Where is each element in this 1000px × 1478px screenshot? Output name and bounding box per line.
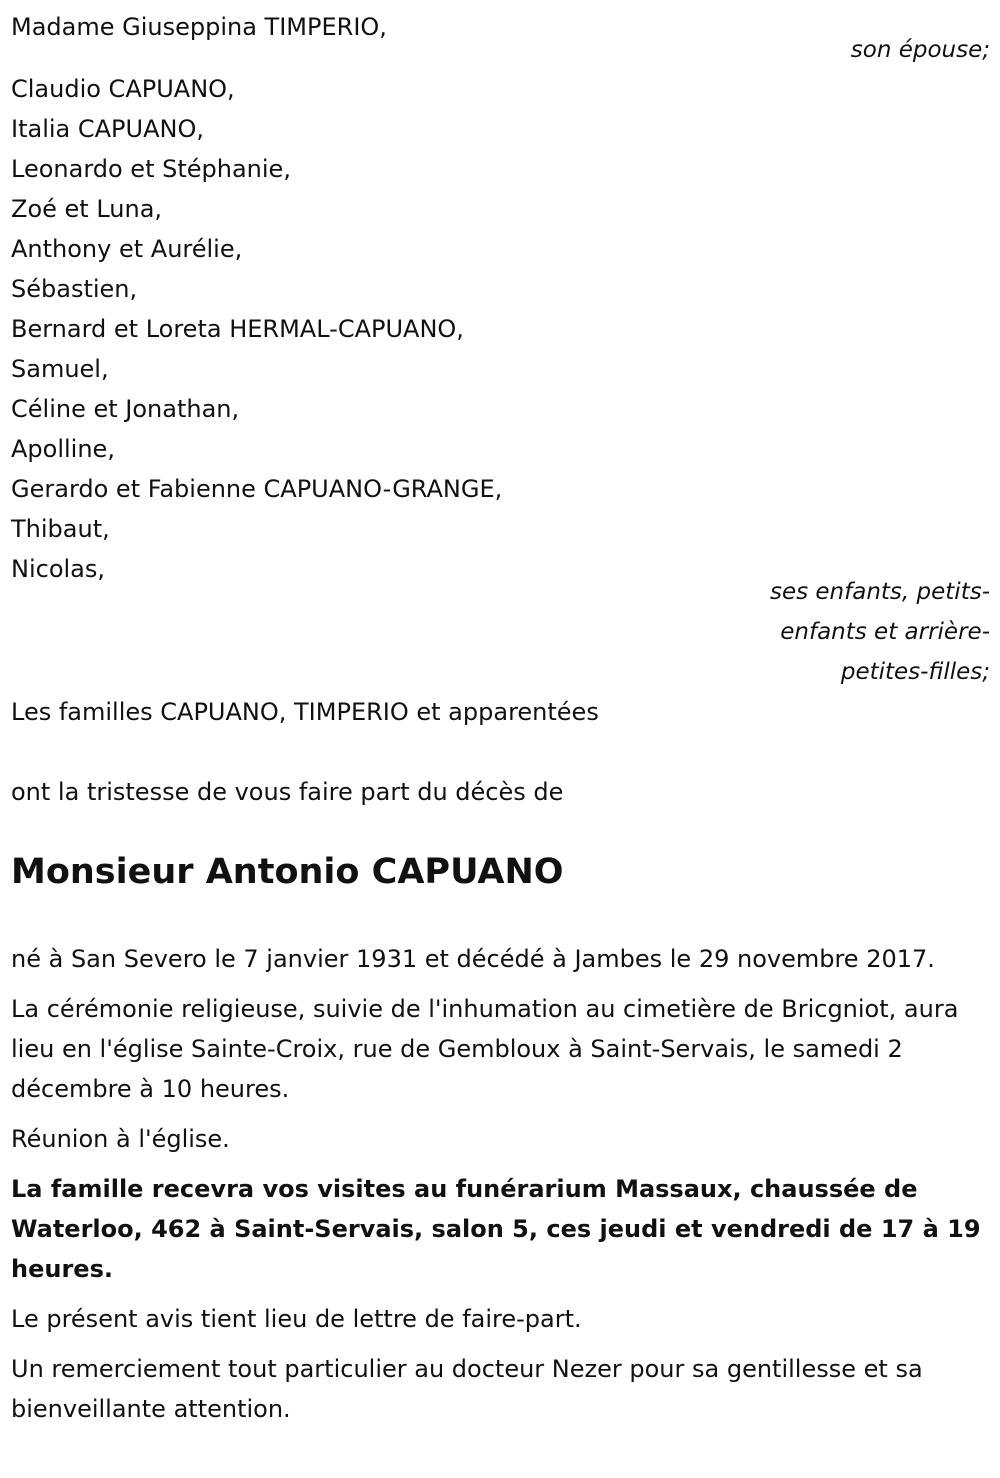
children-role [11,572,990,692]
deceased-name: Monsieur Antonio CAPUANO [11,852,564,892]
thanks: Un remerciement tout particulier au docteur Nezer pour sa gentillesse et sa bienveillante attention. [11,1355,923,1423]
children-role-line: ses enfants, petits- [769,579,990,605]
list-item: Bernard et Loreta HERMAL-CAPUANO, [11,315,464,343]
list-item: Thibaut, [11,515,110,543]
list-item: Apolline, [11,435,115,463]
spouse-role: son épouse; [850,37,990,63]
details [11,939,990,1429]
spouse-name: Madame Giuseppina TIMPERIO, [11,13,387,41]
children-role-line: petites-filles; [840,659,990,685]
notice: Le présent avis tient lieu de lettre de faire-part. [11,1305,582,1333]
list-item: Nicolas, [11,555,106,583]
announcement: ont la tristesse de vous faire part du décès de [11,778,564,806]
birth-death: né à San Severo le 7 janvier 1931 et décédé à Jambes le 29 novembre 2017. [11,945,935,973]
list-item: Anthony et Aurélie, [11,235,243,263]
children-role-line: enfants et arrière- [780,619,990,645]
list-item: Leonardo et Stéphanie, [11,155,291,183]
list-item: Samuel, [11,355,109,383]
list-item: Gerardo et Fabienne CAPUANO-GRANGE, [11,475,503,503]
children-list [11,69,502,589]
ceremony: La cérémonie religieuse, suivie de l'inhumation au cimetière de Bricgniot, aura lieu en l'église Sainte-Croix, rue de Gembloux à Saint-Servais, le samedi 2 décembre à 10 heures. [11,995,959,1103]
list-item: Claudio CAPUANO, [11,75,235,103]
meeting: Réunion à l'église. [11,1125,230,1153]
list-item: Italia CAPUANO, [11,115,204,143]
list-item: Sébastien, [11,275,138,303]
visits: La famille recevra vos visites au funérarium Massaux, chaussée de Waterloo, 462 à Saint-Servais, salon 5, ces jeudi et vendredi de 17 à 19 heures. [11,1175,981,1283]
list-item: Zoé et Luna, [11,195,163,223]
families: Les familles CAPUANO, TIMPERIO et apparentées [11,698,599,726]
list-item: Céline et Jonathan, [11,395,240,423]
